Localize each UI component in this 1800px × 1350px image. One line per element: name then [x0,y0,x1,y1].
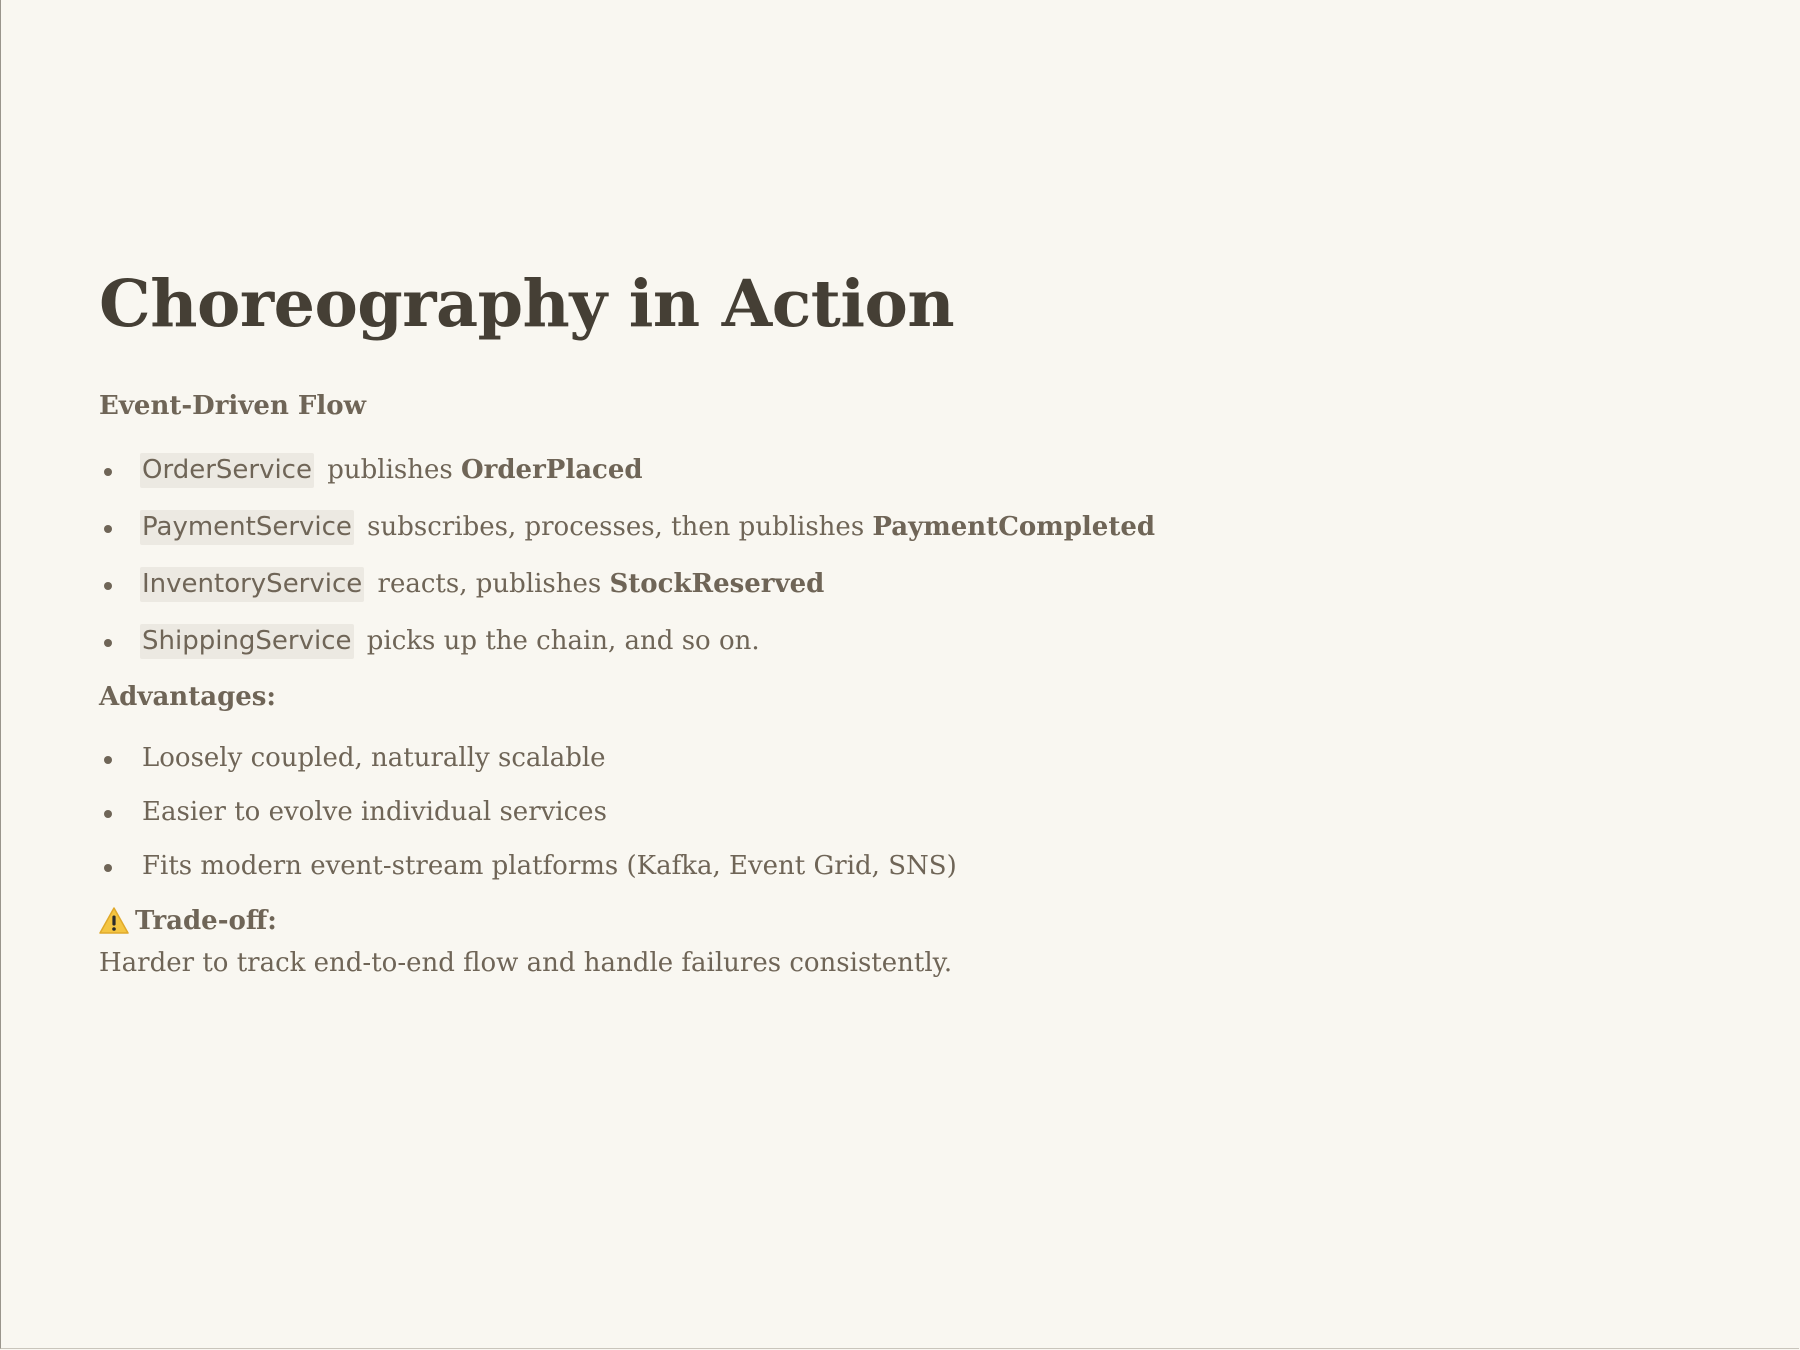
service-name: PaymentService [140,510,354,545]
slide-content [99,262,1599,981]
bullet-icon [104,468,112,476]
bullet-icon [104,810,112,818]
service-name: ShippingService [140,624,354,659]
advantage-text: Easier to evolve individual services [142,797,607,827]
event-name: OrderPlaced [461,455,643,485]
flow-list [99,451,1599,660]
event-name: PaymentCompleted [872,512,1156,542]
event-name: StockReserved [609,569,825,599]
tradeoff-heading: Trade-off: [135,906,277,936]
list-item [99,451,1599,489]
tradeoff-heading-row [99,903,1599,939]
bullet-icon [104,756,112,764]
bullet-icon [104,864,112,872]
section-heading: Event-Driven Flow [99,391,366,421]
flow-text: reacts, publishes [369,569,610,599]
tradeoff-text: Harder to track end-to-end flow and handle failures consistently. [99,948,953,978]
list-item [99,793,1599,831]
bullet-icon [104,525,112,533]
slide-title: Choreography in Action [99,266,955,342]
list-item [99,565,1599,603]
bullet-icon [104,639,112,647]
list-item [99,847,1599,885]
advantage-text: Loosely coupled, naturally scalable [142,743,606,773]
advantage-text: Fits modern event-stream platforms (Kafka, Event Grid, SNS) [142,851,957,881]
warning-icon [99,906,129,936]
advantages-heading: Advantages: [99,682,277,712]
list-item [99,622,1599,660]
bullet-icon [104,582,112,590]
service-name: OrderService [140,453,314,488]
flow-text: publishes [318,455,461,485]
flow-text: subscribes, processes, then publishes [358,512,873,542]
flow-text: picks up the chain, and so on. [358,626,760,656]
advantages-list [99,739,1599,885]
list-item [99,739,1599,777]
service-name: InventoryService [140,567,364,602]
list-item [99,508,1599,546]
